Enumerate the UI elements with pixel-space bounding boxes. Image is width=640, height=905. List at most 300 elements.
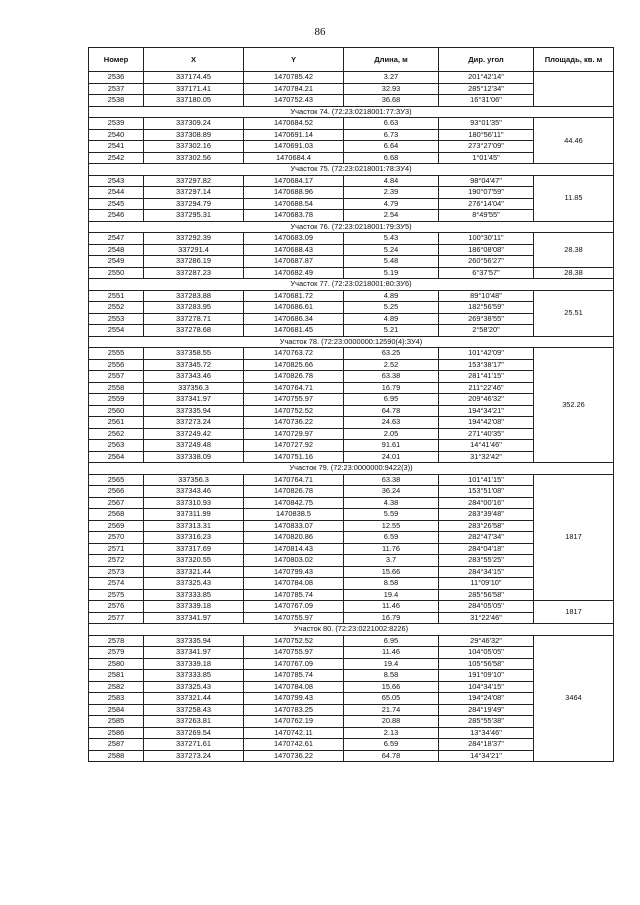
point-number: 2536 bbox=[89, 72, 144, 84]
area-value: 352.26 bbox=[534, 348, 614, 463]
direction-angle: 180°56'11" bbox=[439, 129, 534, 141]
coord-y: 1470799.43 bbox=[244, 693, 344, 705]
point-number: 2547 bbox=[89, 233, 144, 245]
coord-y: 1470736.22 bbox=[244, 750, 344, 762]
point-number: 2545 bbox=[89, 198, 144, 210]
point-number: 2544 bbox=[89, 187, 144, 199]
section-title: Участок 74. (72:23:0218001:77:ЗУ3) bbox=[89, 106, 614, 118]
coord-y: 1470688.43 bbox=[244, 244, 344, 256]
length: 6.95 bbox=[344, 394, 439, 406]
coord-x: 337180.05 bbox=[144, 95, 244, 107]
point-number: 2542 bbox=[89, 152, 144, 164]
area-value: 1817 bbox=[534, 474, 614, 601]
direction-angle: 273°27'09" bbox=[439, 141, 534, 153]
coord-x: 337283.95 bbox=[144, 302, 244, 314]
coord-x: 337286.19 bbox=[144, 256, 244, 268]
coord-y: 1470755.97 bbox=[244, 612, 344, 624]
coord-y: 1470785.74 bbox=[244, 589, 344, 601]
coord-x: 337339.18 bbox=[144, 658, 244, 670]
table-row bbox=[89, 601, 614, 613]
area-value: 28.38 bbox=[534, 267, 614, 279]
point-number: 2585 bbox=[89, 716, 144, 728]
point-number: 2550 bbox=[89, 267, 144, 279]
coord-x: 337263.81 bbox=[144, 716, 244, 728]
direction-angle: 153°38'17" bbox=[439, 359, 534, 371]
point-number: 2582 bbox=[89, 681, 144, 693]
coord-x: 337292.39 bbox=[144, 233, 244, 245]
length: 8.58 bbox=[344, 578, 439, 590]
length: 32.93 bbox=[344, 83, 439, 95]
section-row bbox=[89, 221, 614, 233]
coord-y: 1470784.21 bbox=[244, 83, 344, 95]
direction-angle: 285°56'58" bbox=[439, 589, 534, 601]
coord-x: 337269.54 bbox=[144, 727, 244, 739]
direction-angle: 1°01'45" bbox=[439, 152, 534, 164]
coord-y: 1470752.43 bbox=[244, 95, 344, 107]
coord-y: 1470785.74 bbox=[244, 670, 344, 682]
length: 4.89 bbox=[344, 290, 439, 302]
direction-angle: 191°09'10" bbox=[439, 670, 534, 682]
point-number: 2560 bbox=[89, 405, 144, 417]
direction-angle: 276°14'04" bbox=[439, 198, 534, 210]
length: 4.38 bbox=[344, 497, 439, 509]
coord-x: 337317.69 bbox=[144, 543, 244, 555]
direction-angle: 153°51'08" bbox=[439, 486, 534, 498]
length: 5.19 bbox=[344, 267, 439, 279]
direction-angle: 284°05'05" bbox=[439, 601, 534, 613]
point-number: 2562 bbox=[89, 428, 144, 440]
coord-x: 337358.55 bbox=[144, 348, 244, 360]
point-number: 2584 bbox=[89, 704, 144, 716]
direction-angle: 101°42'09" bbox=[439, 348, 534, 360]
coord-x: 337310.93 bbox=[144, 497, 244, 509]
coord-x: 337287.23 bbox=[144, 267, 244, 279]
coord-x: 337338.09 bbox=[144, 451, 244, 463]
direction-angle: 93°01'35" bbox=[439, 118, 534, 130]
direction-angle: 194°24'08" bbox=[439, 693, 534, 705]
point-number: 2566 bbox=[89, 486, 144, 498]
table-row bbox=[89, 72, 614, 84]
table-row bbox=[89, 267, 614, 279]
coord-x: 337171.41 bbox=[144, 83, 244, 95]
length: 5.59 bbox=[344, 509, 439, 521]
coord-x: 337325.43 bbox=[144, 681, 244, 693]
table-row bbox=[89, 175, 614, 187]
length: 5.25 bbox=[344, 302, 439, 314]
coord-x: 337311.99 bbox=[144, 509, 244, 521]
coord-y: 1470752.52 bbox=[244, 635, 344, 647]
coord-y: 1470681.45 bbox=[244, 325, 344, 337]
direction-angle: 186°08'08" bbox=[439, 244, 534, 256]
point-number: 2555 bbox=[89, 348, 144, 360]
direction-angle: 260°56'27" bbox=[439, 256, 534, 268]
point-number: 2578 bbox=[89, 635, 144, 647]
direction-angle: 8°49'55" bbox=[439, 210, 534, 222]
direction-angle: 100°30'11" bbox=[439, 233, 534, 245]
coord-y: 1470688.96 bbox=[244, 187, 344, 199]
coord-x: 337341.97 bbox=[144, 394, 244, 406]
direction-angle: 284°18'37" bbox=[439, 739, 534, 751]
coord-x: 337333.85 bbox=[144, 670, 244, 682]
direction-angle: 104°05'05" bbox=[439, 647, 534, 659]
coord-y: 1470683.09 bbox=[244, 233, 344, 245]
direction-angle: 194°34'21" bbox=[439, 405, 534, 417]
point-number: 2579 bbox=[89, 647, 144, 659]
coord-x: 337335.94 bbox=[144, 635, 244, 647]
length: 11.46 bbox=[344, 601, 439, 613]
direction-angle: 31°32'42" bbox=[439, 451, 534, 463]
length: 6.64 bbox=[344, 141, 439, 153]
point-number: 2576 bbox=[89, 601, 144, 613]
point-number: 2577 bbox=[89, 612, 144, 624]
coord-y: 1470736.22 bbox=[244, 417, 344, 429]
section-title: Участок 79. (72:23:0000000:9422(3)) bbox=[89, 463, 614, 475]
direction-angle: 105°56'58" bbox=[439, 658, 534, 670]
direction-angle: 284°00'16" bbox=[439, 497, 534, 509]
section-title: Участок 76. (72:23:0218001:79:ЗУ5) bbox=[89, 221, 614, 233]
length: 6.95 bbox=[344, 635, 439, 647]
direction-angle: 281°41'15" bbox=[439, 371, 534, 383]
direction-angle: 283°39'48" bbox=[439, 509, 534, 521]
coord-x: 337297.14 bbox=[144, 187, 244, 199]
length: 64.78 bbox=[344, 405, 439, 417]
point-number: 2548 bbox=[89, 244, 144, 256]
length: 6.59 bbox=[344, 739, 439, 751]
length: 15.66 bbox=[344, 681, 439, 693]
coord-y: 1470833.07 bbox=[244, 520, 344, 532]
length: 12.55 bbox=[344, 520, 439, 532]
point-number: 2537 bbox=[89, 83, 144, 95]
point-number: 2554 bbox=[89, 325, 144, 337]
coord-y: 1470688.54 bbox=[244, 198, 344, 210]
coord-y: 1470784.08 bbox=[244, 578, 344, 590]
point-number: 2587 bbox=[89, 739, 144, 751]
coord-x: 337291.4 bbox=[144, 244, 244, 256]
coordinates-table bbox=[88, 47, 614, 762]
coord-x: 337249.48 bbox=[144, 440, 244, 452]
coord-x: 337273.24 bbox=[144, 750, 244, 762]
point-number: 2564 bbox=[89, 451, 144, 463]
header-number: Номер bbox=[89, 48, 144, 72]
coord-y: 1470729.97 bbox=[244, 428, 344, 440]
coord-x: 337302.56 bbox=[144, 152, 244, 164]
length: 24.63 bbox=[344, 417, 439, 429]
coord-y: 1470785.42 bbox=[244, 72, 344, 84]
length: 2.52 bbox=[344, 359, 439, 371]
header-area: Площадь, кв. м bbox=[534, 48, 614, 72]
length: 15.66 bbox=[344, 566, 439, 578]
direction-angle: 89°10'48" bbox=[439, 290, 534, 302]
direction-angle: 201°42'14" bbox=[439, 72, 534, 84]
coord-y: 1470826.78 bbox=[244, 486, 344, 498]
direction-angle: 269°38'55" bbox=[439, 313, 534, 325]
length: 19.4 bbox=[344, 589, 439, 601]
length: 6.63 bbox=[344, 118, 439, 130]
coord-x: 337321.44 bbox=[144, 566, 244, 578]
length: 2.13 bbox=[344, 727, 439, 739]
point-number: 2552 bbox=[89, 302, 144, 314]
point-number: 2573 bbox=[89, 566, 144, 578]
direction-angle: 2°58'20" bbox=[439, 325, 534, 337]
direction-angle: 271°40'35" bbox=[439, 428, 534, 440]
area-value: 25.51 bbox=[534, 290, 614, 336]
direction-angle: 283°55'25" bbox=[439, 555, 534, 567]
direction-angle: 14°34'21" bbox=[439, 750, 534, 762]
length: 91.61 bbox=[344, 440, 439, 452]
coord-x: 337325.43 bbox=[144, 578, 244, 590]
area-value: 44.46 bbox=[534, 118, 614, 164]
area-value: 3464 bbox=[534, 635, 614, 762]
length: 5.21 bbox=[344, 325, 439, 337]
direction-angle: 11°09'10" bbox=[439, 578, 534, 590]
table-header-row bbox=[89, 48, 614, 72]
coord-x: 337345.72 bbox=[144, 359, 244, 371]
coord-y: 1470762.19 bbox=[244, 716, 344, 728]
direction-angle: 283°26'58" bbox=[439, 520, 534, 532]
direction-angle: 284°34'15" bbox=[439, 566, 534, 578]
coord-x: 337294.79 bbox=[144, 198, 244, 210]
direction-angle: 209°46'32" bbox=[439, 394, 534, 406]
point-number: 2581 bbox=[89, 670, 144, 682]
point-number: 2570 bbox=[89, 532, 144, 544]
coord-y: 1470681.72 bbox=[244, 290, 344, 302]
coord-x: 337283.88 bbox=[144, 290, 244, 302]
area-value bbox=[534, 72, 614, 107]
length: 6.73 bbox=[344, 129, 439, 141]
coord-y: 1470751.16 bbox=[244, 451, 344, 463]
coord-x: 337278.68 bbox=[144, 325, 244, 337]
coord-y: 1470742.11 bbox=[244, 727, 344, 739]
table-row bbox=[89, 233, 614, 245]
coord-x: 337271.61 bbox=[144, 739, 244, 751]
point-number: 2580 bbox=[89, 658, 144, 670]
section-title: Участок 80. (72:23:0221002:8226) bbox=[89, 624, 614, 636]
direction-angle: 29°46'32" bbox=[439, 635, 534, 647]
table-row bbox=[89, 290, 614, 302]
coord-x: 337341.97 bbox=[144, 612, 244, 624]
length: 4.89 bbox=[344, 313, 439, 325]
direction-angle: 194°42'08" bbox=[439, 417, 534, 429]
coord-x: 337249.42 bbox=[144, 428, 244, 440]
coord-x: 337308.89 bbox=[144, 129, 244, 141]
table-row bbox=[89, 118, 614, 130]
coord-y: 1470727.92 bbox=[244, 440, 344, 452]
length: 63.38 bbox=[344, 371, 439, 383]
coord-x: 337174.45 bbox=[144, 72, 244, 84]
coord-y: 1470755.97 bbox=[244, 394, 344, 406]
coord-y: 1470803.02 bbox=[244, 555, 344, 567]
coord-y: 1470686.34 bbox=[244, 313, 344, 325]
coord-x: 337343.46 bbox=[144, 371, 244, 383]
point-number: 2559 bbox=[89, 394, 144, 406]
length: 11.46 bbox=[344, 647, 439, 659]
coord-x: 337295.31 bbox=[144, 210, 244, 222]
length: 36.24 bbox=[344, 486, 439, 498]
length: 16.79 bbox=[344, 382, 439, 394]
point-number: 2583 bbox=[89, 693, 144, 705]
length: 24.01 bbox=[344, 451, 439, 463]
length: 3.7 bbox=[344, 555, 439, 567]
direction-angle: 285°12'34" bbox=[439, 83, 534, 95]
section-row bbox=[89, 164, 614, 176]
table-body bbox=[89, 72, 614, 762]
coord-x: 337273.24 bbox=[144, 417, 244, 429]
table-row bbox=[89, 635, 614, 647]
length: 3.27 bbox=[344, 72, 439, 84]
point-number: 2568 bbox=[89, 509, 144, 521]
point-number: 2557 bbox=[89, 371, 144, 383]
coord-y: 1470684.52 bbox=[244, 118, 344, 130]
coord-y: 1470842.75 bbox=[244, 497, 344, 509]
direction-angle: 16°31'06" bbox=[439, 95, 534, 107]
point-number: 2565 bbox=[89, 474, 144, 486]
section-title: Участок 78. (72:23:0000000:12590(4):ЗУ4) bbox=[89, 336, 614, 348]
length: 5.48 bbox=[344, 256, 439, 268]
point-number: 2556 bbox=[89, 359, 144, 371]
coord-y: 1470684.4 bbox=[244, 152, 344, 164]
length: 63.38 bbox=[344, 474, 439, 486]
point-number: 2549 bbox=[89, 256, 144, 268]
coord-x: 337258.43 bbox=[144, 704, 244, 716]
header-y: Y bbox=[244, 48, 344, 72]
page-number: 86 bbox=[314, 26, 326, 38]
coord-x: 337278.71 bbox=[144, 313, 244, 325]
point-number: 2558 bbox=[89, 382, 144, 394]
coord-y: 1470742.61 bbox=[244, 739, 344, 751]
coord-x: 337316.23 bbox=[144, 532, 244, 544]
length: 63.25 bbox=[344, 348, 439, 360]
direction-angle: 101°41'15" bbox=[439, 474, 534, 486]
coord-y: 1470767.09 bbox=[244, 658, 344, 670]
coord-x: 337302.16 bbox=[144, 141, 244, 153]
length: 65.05 bbox=[344, 693, 439, 705]
coord-x: 337341.97 bbox=[144, 647, 244, 659]
coord-x: 337339.18 bbox=[144, 601, 244, 613]
coord-y: 1470684.17 bbox=[244, 175, 344, 187]
point-number: 2563 bbox=[89, 440, 144, 452]
area-value: 11.85 bbox=[534, 175, 614, 221]
length: 6.68 bbox=[344, 152, 439, 164]
section-row bbox=[89, 463, 614, 475]
coord-x: 337320.55 bbox=[144, 555, 244, 567]
coord-x: 337356.3 bbox=[144, 382, 244, 394]
point-number: 2569 bbox=[89, 520, 144, 532]
coord-y: 1470838.5 bbox=[244, 509, 344, 521]
point-number: 2588 bbox=[89, 750, 144, 762]
point-number: 2540 bbox=[89, 129, 144, 141]
direction-angle: 14°41'46" bbox=[439, 440, 534, 452]
coord-y: 1470682.49 bbox=[244, 267, 344, 279]
length: 5.24 bbox=[344, 244, 439, 256]
coord-y: 1470799.43 bbox=[244, 566, 344, 578]
point-number: 2575 bbox=[89, 589, 144, 601]
coord-y: 1470763.72 bbox=[244, 348, 344, 360]
length: 21.74 bbox=[344, 704, 439, 716]
direction-angle: 282°47'34" bbox=[439, 532, 534, 544]
coord-y: 1470755.97 bbox=[244, 647, 344, 659]
direction-angle: 285°55'38" bbox=[439, 716, 534, 728]
length: 36.68 bbox=[344, 95, 439, 107]
section-row bbox=[89, 624, 614, 636]
point-number: 2546 bbox=[89, 210, 144, 222]
section-title: Участок 75. (72:23:0218001:78:ЗУ4) bbox=[89, 164, 614, 176]
coord-y: 1470784.08 bbox=[244, 681, 344, 693]
length: 64.78 bbox=[344, 750, 439, 762]
coord-y: 1470691.14 bbox=[244, 129, 344, 141]
coord-x: 337297.82 bbox=[144, 175, 244, 187]
direction-angle: 13°34'46" bbox=[439, 727, 534, 739]
length: 16.79 bbox=[344, 612, 439, 624]
coord-y: 1470686.61 bbox=[244, 302, 344, 314]
table-row bbox=[89, 474, 614, 486]
area-value: 1817 bbox=[534, 601, 614, 624]
length: 6.59 bbox=[344, 532, 439, 544]
point-number: 2561 bbox=[89, 417, 144, 429]
point-number: 2551 bbox=[89, 290, 144, 302]
point-number: 2539 bbox=[89, 118, 144, 130]
coord-y: 1470767.09 bbox=[244, 601, 344, 613]
coord-y: 1470752.52 bbox=[244, 405, 344, 417]
coord-x: 337313.31 bbox=[144, 520, 244, 532]
area-value: 28.38 bbox=[534, 233, 614, 268]
point-number: 2586 bbox=[89, 727, 144, 739]
direction-angle: 6°37'57" bbox=[439, 267, 534, 279]
length: 20.88 bbox=[344, 716, 439, 728]
header-direction-angle: Дир. угол bbox=[439, 48, 534, 72]
coord-y: 1470687.87 bbox=[244, 256, 344, 268]
coord-x: 337356.3 bbox=[144, 474, 244, 486]
point-number: 2574 bbox=[89, 578, 144, 590]
coord-x: 337321.44 bbox=[144, 693, 244, 705]
length: 4.84 bbox=[344, 175, 439, 187]
coord-x: 337333.85 bbox=[144, 589, 244, 601]
direction-angle: 98°04'47" bbox=[439, 175, 534, 187]
coord-y: 1470764.71 bbox=[244, 382, 344, 394]
coord-x: 337335.94 bbox=[144, 405, 244, 417]
section-title: Участок 77. (72:23:0218001:80:ЗУ6) bbox=[89, 279, 614, 291]
direction-angle: 211°22'46" bbox=[439, 382, 534, 394]
direction-angle: 104°34'15" bbox=[439, 681, 534, 693]
coord-y: 1470691.03 bbox=[244, 141, 344, 153]
coord-y: 1470814.43 bbox=[244, 543, 344, 555]
coord-x: 337343.46 bbox=[144, 486, 244, 498]
section-row bbox=[89, 336, 614, 348]
direction-angle: 284°19'49" bbox=[439, 704, 534, 716]
point-number: 2567 bbox=[89, 497, 144, 509]
length: 8.58 bbox=[344, 670, 439, 682]
point-number: 2572 bbox=[89, 555, 144, 567]
point-number: 2538 bbox=[89, 95, 144, 107]
length: 4.79 bbox=[344, 198, 439, 210]
point-number: 2543 bbox=[89, 175, 144, 187]
direction-angle: 190°07'59" bbox=[439, 187, 534, 199]
coord-y: 1470683.78 bbox=[244, 210, 344, 222]
direction-angle: 284°04'18" bbox=[439, 543, 534, 555]
section-row bbox=[89, 106, 614, 118]
coord-y: 1470764.71 bbox=[244, 474, 344, 486]
length: 19.4 bbox=[344, 658, 439, 670]
direction-angle: 182°56'59" bbox=[439, 302, 534, 314]
length: 5.43 bbox=[344, 233, 439, 245]
section-row bbox=[89, 279, 614, 291]
point-number: 2553 bbox=[89, 313, 144, 325]
point-number: 2541 bbox=[89, 141, 144, 153]
point-number: 2571 bbox=[89, 543, 144, 555]
coord-y: 1470783.25 bbox=[244, 704, 344, 716]
length: 2.39 bbox=[344, 187, 439, 199]
coord-x: 337309.24 bbox=[144, 118, 244, 130]
header-x: X bbox=[144, 48, 244, 72]
